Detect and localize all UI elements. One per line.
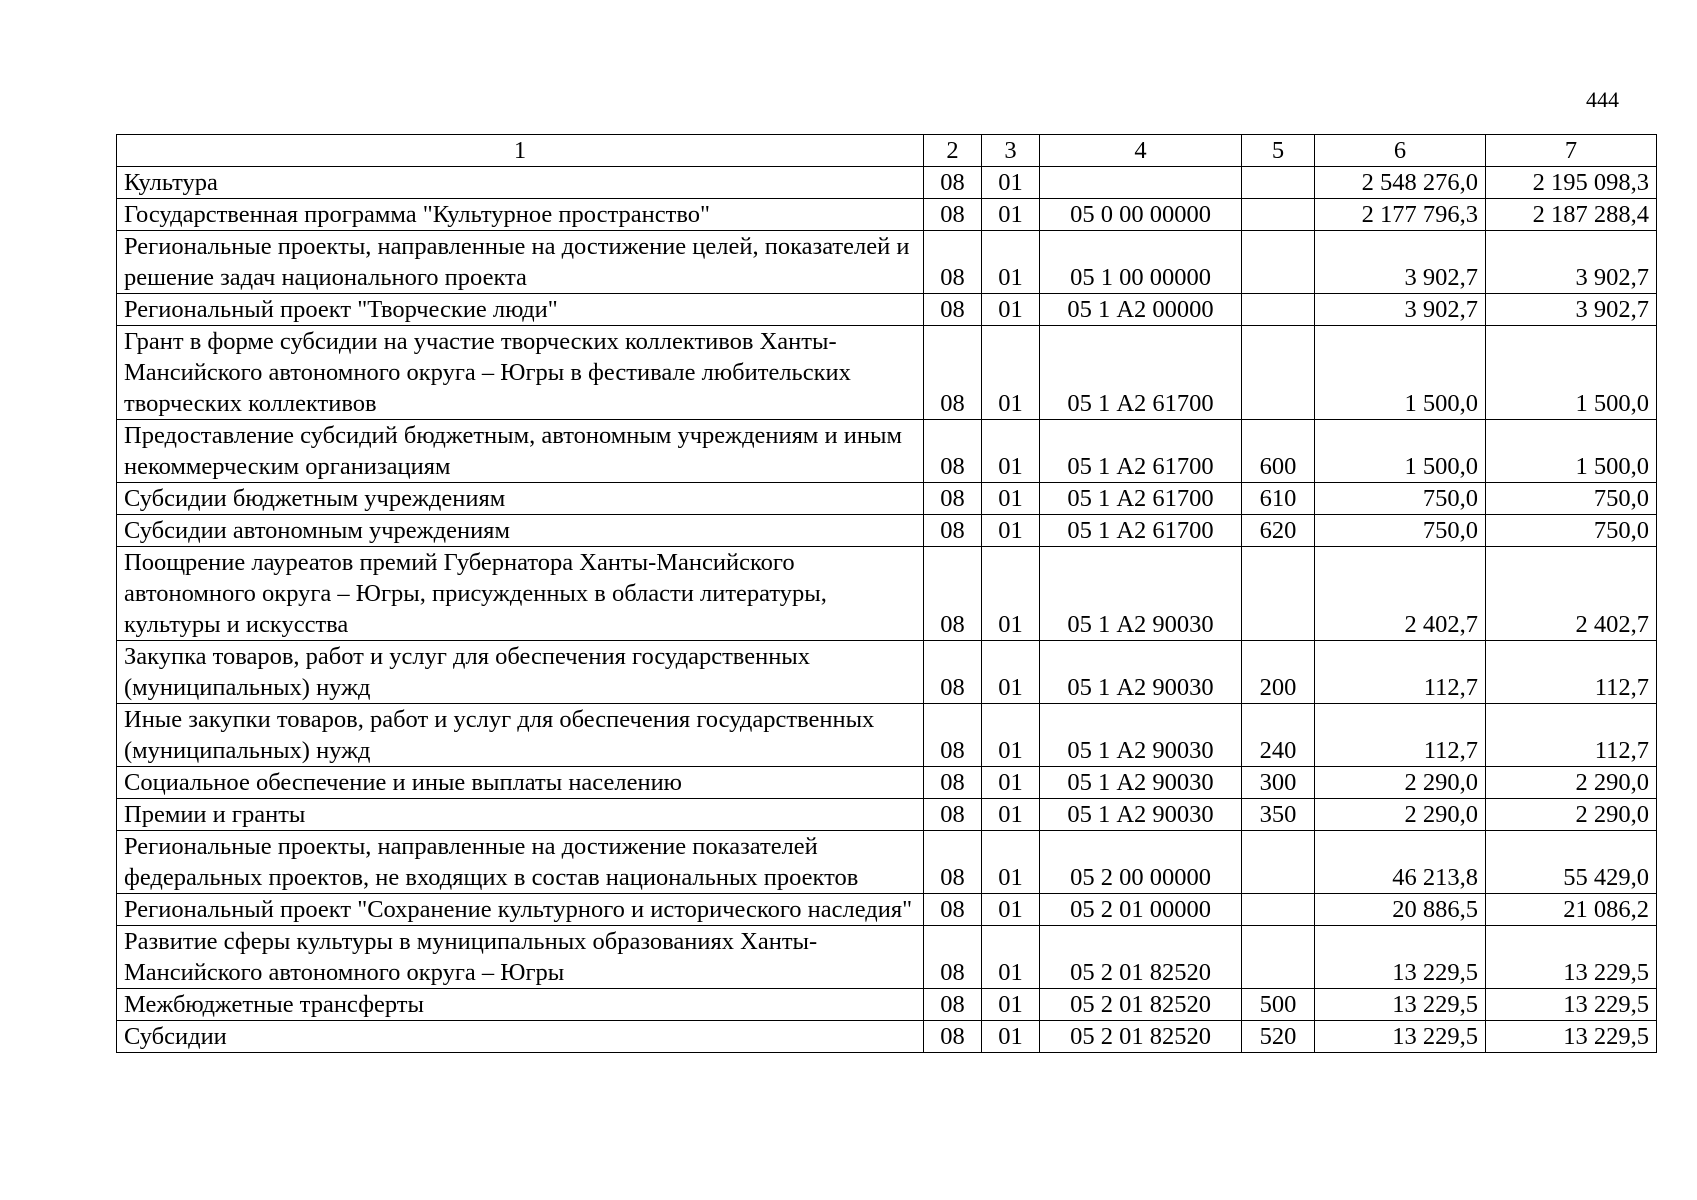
target-article-cell: 05 1 А2 90030 <box>1040 641 1242 704</box>
row-name-cell: Региональные проекты, направленные на достижение показателей федеральных проектов, не входящих в состав национальных проектов <box>117 831 924 894</box>
amount-col7-cell: 750,0 <box>1486 515 1657 547</box>
table-header-row <box>117 135 1657 167</box>
expense-type-cell: 240 <box>1242 704 1315 767</box>
expense-type-cell <box>1242 326 1315 420</box>
expense-type-cell <box>1242 831 1315 894</box>
expense-type-cell <box>1242 294 1315 326</box>
target-article-cell: 05 1 А2 90030 <box>1040 767 1242 799</box>
table-row <box>117 704 1657 767</box>
expense-type-cell <box>1242 199 1315 231</box>
section-code-cell: 08 <box>924 1021 982 1053</box>
row-name-cell: Предоставление субсидий бюджетным, автономным учреждениям и иным некоммерческим организациям <box>117 420 924 483</box>
amount-col6-cell: 13 229,5 <box>1315 1021 1486 1053</box>
section-code-cell: 08 <box>924 294 982 326</box>
target-article-cell: 05 0 00 00000 <box>1040 199 1242 231</box>
table-row <box>117 894 1657 926</box>
section-code-cell: 08 <box>924 799 982 831</box>
section-code-cell: 08 <box>924 199 982 231</box>
row-name-cell: Иные закупки товаров, работ и услуг для обеспечения государственных (муниципальных) нужд <box>117 704 924 767</box>
column-header: 2 <box>924 135 982 167</box>
row-name-cell: Субсидии бюджетным учреждениям <box>117 483 924 515</box>
subsection-code-cell: 01 <box>982 199 1040 231</box>
section-code-cell: 08 <box>924 704 982 767</box>
target-article-cell: 05 1 А2 90030 <box>1040 799 1242 831</box>
section-code-cell: 08 <box>924 420 982 483</box>
table-row <box>117 294 1657 326</box>
target-article-cell: 05 2 01 82520 <box>1040 1021 1242 1053</box>
expense-type-cell: 200 <box>1242 641 1315 704</box>
expense-type-cell: 300 <box>1242 767 1315 799</box>
expense-type-cell: 600 <box>1242 420 1315 483</box>
column-header: 6 <box>1315 135 1486 167</box>
subsection-code-cell: 01 <box>982 167 1040 199</box>
target-article-cell: 05 1 А2 00000 <box>1040 294 1242 326</box>
target-article-cell: 05 1 А2 90030 <box>1040 704 1242 767</box>
amount-col6-cell: 112,7 <box>1315 641 1486 704</box>
budget-table <box>116 134 1657 1053</box>
amount-col6-cell: 46 213,8 <box>1315 831 1486 894</box>
amount-col7-cell: 112,7 <box>1486 704 1657 767</box>
table-row <box>117 420 1657 483</box>
amount-col6-cell: 2 548 276,0 <box>1315 167 1486 199</box>
amount-col6-cell: 13 229,5 <box>1315 989 1486 1021</box>
amount-col6-cell: 20 886,5 <box>1315 894 1486 926</box>
table-row <box>117 767 1657 799</box>
table-row <box>117 831 1657 894</box>
column-header: 1 <box>117 135 924 167</box>
amount-col6-cell: 3 902,7 <box>1315 294 1486 326</box>
expense-type-cell <box>1242 926 1315 989</box>
row-name-cell: Региональный проект "Сохранение культурного и исторического наследия" <box>117 894 924 926</box>
target-article-cell: 05 1 А2 61700 <box>1040 420 1242 483</box>
table-row <box>117 547 1657 641</box>
expense-type-cell <box>1242 547 1315 641</box>
amount-col7-cell: 2 290,0 <box>1486 799 1657 831</box>
subsection-code-cell: 01 <box>982 1021 1040 1053</box>
amount-col7-cell: 2 290,0 <box>1486 767 1657 799</box>
column-header: 3 <box>982 135 1040 167</box>
amount-col7-cell: 13 229,5 <box>1486 989 1657 1021</box>
section-code-cell: 08 <box>924 641 982 704</box>
subsection-code-cell: 01 <box>982 547 1040 641</box>
amount-col7-cell: 2 402,7 <box>1486 547 1657 641</box>
target-article-cell: 05 2 00 00000 <box>1040 831 1242 894</box>
amount-col6-cell: 3 902,7 <box>1315 231 1486 294</box>
amount-col7-cell: 3 902,7 <box>1486 294 1657 326</box>
amount-col6-cell: 750,0 <box>1315 515 1486 547</box>
row-name-cell: Премии и гранты <box>117 799 924 831</box>
amount-col6-cell: 750,0 <box>1315 483 1486 515</box>
row-name-cell: Культура <box>117 167 924 199</box>
amount-col7-cell: 13 229,5 <box>1486 926 1657 989</box>
target-article-cell: 05 2 01 00000 <box>1040 894 1242 926</box>
subsection-code-cell: 01 <box>982 831 1040 894</box>
target-article-cell: 05 1 А2 61700 <box>1040 515 1242 547</box>
section-code-cell: 08 <box>924 326 982 420</box>
amount-col7-cell: 2 187 288,4 <box>1486 199 1657 231</box>
expense-type-cell <box>1242 231 1315 294</box>
row-name-cell: Поощрение лауреатов премий Губернатора Ханты-Мансийского автономного округа – Югры, присужденных в области литературы, культуры и искусства <box>117 547 924 641</box>
table-row <box>117 483 1657 515</box>
target-article-cell: 05 1 А2 90030 <box>1040 547 1242 641</box>
table-row <box>117 515 1657 547</box>
amount-col7-cell: 3 902,7 <box>1486 231 1657 294</box>
row-name-cell: Региональные проекты, направленные на достижение целей, показателей и решение задач национального проекта <box>117 231 924 294</box>
amount-col7-cell: 13 229,5 <box>1486 1021 1657 1053</box>
table-row <box>117 926 1657 989</box>
subsection-code-cell: 01 <box>982 326 1040 420</box>
subsection-code-cell: 01 <box>982 989 1040 1021</box>
subsection-code-cell: 01 <box>982 483 1040 515</box>
amount-col7-cell: 1 500,0 <box>1486 326 1657 420</box>
section-code-cell: 08 <box>924 831 982 894</box>
section-code-cell: 08 <box>924 483 982 515</box>
column-header: 4 <box>1040 135 1242 167</box>
subsection-code-cell: 01 <box>982 420 1040 483</box>
amount-col6-cell: 2 402,7 <box>1315 547 1486 641</box>
subsection-code-cell: 01 <box>982 799 1040 831</box>
table-row <box>117 799 1657 831</box>
target-article-cell: 05 2 01 82520 <box>1040 989 1242 1021</box>
row-name-cell: Развитие сферы культуры в муниципальных образованиях Ханты-Мансийского автономного округа – Югры <box>117 926 924 989</box>
row-name-cell: Социальное обеспечение и иные выплаты населению <box>117 767 924 799</box>
target-article-cell: 05 1 А2 61700 <box>1040 326 1242 420</box>
amount-col6-cell: 1 500,0 <box>1315 420 1486 483</box>
subsection-code-cell: 01 <box>982 231 1040 294</box>
subsection-code-cell: 01 <box>982 926 1040 989</box>
expense-type-cell: 500 <box>1242 989 1315 1021</box>
section-code-cell: 08 <box>924 547 982 641</box>
row-name-cell: Субсидии <box>117 1021 924 1053</box>
column-header: 7 <box>1486 135 1657 167</box>
table-row <box>117 1021 1657 1053</box>
expense-type-cell: 350 <box>1242 799 1315 831</box>
section-code-cell: 08 <box>924 894 982 926</box>
subsection-code-cell: 01 <box>982 294 1040 326</box>
amount-col6-cell: 1 500,0 <box>1315 326 1486 420</box>
table-row <box>117 231 1657 294</box>
amount-col7-cell: 21 086,2 <box>1486 894 1657 926</box>
amount-col7-cell: 55 429,0 <box>1486 831 1657 894</box>
subsection-code-cell: 01 <box>982 894 1040 926</box>
amount-col7-cell: 1 500,0 <box>1486 420 1657 483</box>
expense-type-cell: 610 <box>1242 483 1315 515</box>
expense-type-cell: 520 <box>1242 1021 1315 1053</box>
expense-type-cell: 620 <box>1242 515 1315 547</box>
expense-type-cell <box>1242 894 1315 926</box>
section-code-cell: 08 <box>924 231 982 294</box>
amount-col6-cell: 13 229,5 <box>1315 926 1486 989</box>
subsection-code-cell: 01 <box>982 767 1040 799</box>
subsection-code-cell: 01 <box>982 704 1040 767</box>
table-row <box>117 989 1657 1021</box>
subsection-code-cell: 01 <box>982 641 1040 704</box>
amount-col6-cell: 2 177 796,3 <box>1315 199 1486 231</box>
section-code-cell: 08 <box>924 989 982 1021</box>
section-code-cell: 08 <box>924 767 982 799</box>
amount-col6-cell: 2 290,0 <box>1315 767 1486 799</box>
target-article-cell: 05 1 А2 61700 <box>1040 483 1242 515</box>
section-code-cell: 08 <box>924 926 982 989</box>
amount-col6-cell: 112,7 <box>1315 704 1486 767</box>
row-name-cell: Субсидии автономным учреждениям <box>117 515 924 547</box>
section-code-cell: 08 <box>924 515 982 547</box>
target-article-cell: 05 2 01 82520 <box>1040 926 1242 989</box>
expense-type-cell <box>1242 167 1315 199</box>
table-row <box>117 641 1657 704</box>
subsection-code-cell: 01 <box>982 515 1040 547</box>
row-name-cell: Межбюджетные трансферты <box>117 989 924 1021</box>
row-name-cell: Региональный проект "Творческие люди" <box>117 294 924 326</box>
row-name-cell: Грант в форме субсидии на участие творческих коллективов Ханты-Мансийского автономного округа – Югры в фестивале любительских творческих коллективов <box>117 326 924 420</box>
table-row <box>117 199 1657 231</box>
section-code-cell: 08 <box>924 167 982 199</box>
target-article-cell <box>1040 167 1242 199</box>
page-number: 444 <box>1586 87 1619 112</box>
amount-col7-cell: 2 195 098,3 <box>1486 167 1657 199</box>
table-row <box>117 326 1657 420</box>
target-article-cell: 05 1 00 00000 <box>1040 231 1242 294</box>
row-name-cell: Закупка товаров, работ и услуг для обеспечения государственных (муниципальных) нужд <box>117 641 924 704</box>
amount-col7-cell: 750,0 <box>1486 483 1657 515</box>
amount-col6-cell: 2 290,0 <box>1315 799 1486 831</box>
column-header: 5 <box>1242 135 1315 167</box>
table-row <box>117 167 1657 199</box>
amount-col7-cell: 112,7 <box>1486 641 1657 704</box>
row-name-cell: Государственная программа "Культурное пространство" <box>117 199 924 231</box>
